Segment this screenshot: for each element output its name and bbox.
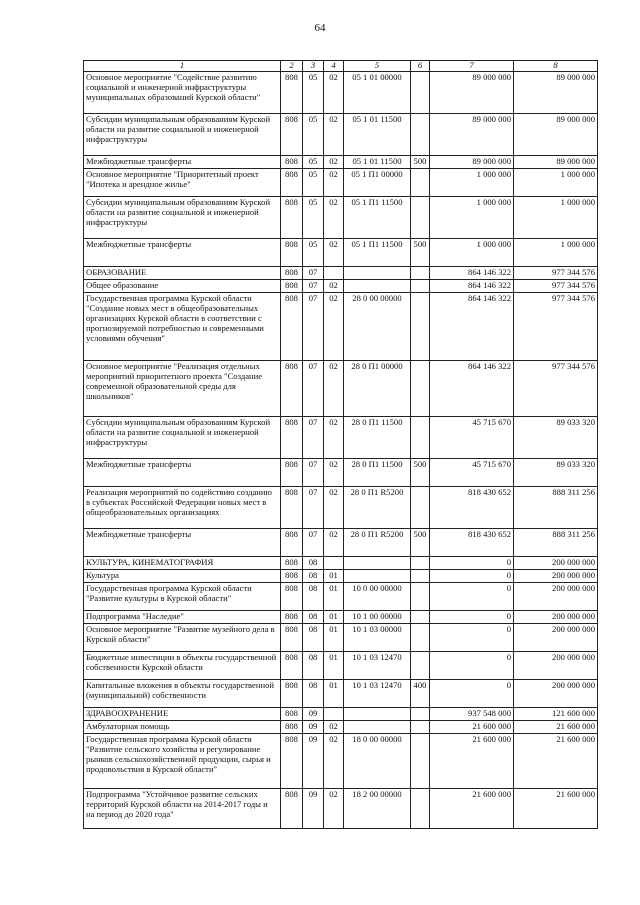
row-ministry-code: 808 [281, 624, 303, 652]
table-row [84, 197, 598, 239]
row-subsection-code [324, 557, 344, 570]
row-subsection-code: 02 [324, 280, 344, 293]
row-amount-year1: 0 [430, 611, 514, 624]
row-amount-year1: 0 [430, 583, 514, 611]
table-row [84, 789, 598, 829]
row-ministry-code: 808 [281, 570, 303, 583]
row-ministry-code: 808 [281, 652, 303, 680]
row-amount-year2: 21 600 000 [514, 789, 598, 829]
table-row [84, 267, 598, 280]
row-amount-year1: 864 146 322 [430, 361, 514, 417]
header-cell: 5 [344, 61, 411, 72]
row-amount-year1: 89 000 000 [430, 156, 514, 169]
row-target-article [344, 570, 411, 583]
row-ministry-code: 808 [281, 789, 303, 829]
row-section-code: 08 [303, 570, 324, 583]
page-number: 64 [314, 22, 326, 34]
table-header-row [84, 61, 598, 72]
row-subsection-code: 02 [324, 114, 344, 156]
row-name: Основное мероприятие "Содействие развитию социальной и инженерной инфраструктуры муниципальных образований Курской области" [84, 72, 281, 114]
row-target-article: 10 1 03 00000 [344, 624, 411, 652]
row-section-code: 07 [303, 529, 324, 557]
table-row [84, 239, 598, 267]
row-amount-year1: 89 000 000 [430, 114, 514, 156]
row-section-code: 09 [303, 789, 324, 829]
row-target-article: 05 1 П1 00000 [344, 169, 411, 197]
table-row [84, 570, 598, 583]
row-ministry-code: 808 [281, 557, 303, 570]
row-amount-year2: 200 000 000 [514, 583, 598, 611]
row-ministry-code: 808 [281, 156, 303, 169]
row-name: ОБРАЗОВАНИЕ [84, 267, 281, 280]
row-subsection-code: 02 [324, 459, 344, 487]
row-target-article: 10 0 00 00000 [344, 583, 411, 611]
row-name: Государственная программа Курской области "Создание новых мест в общеобразовательных организациях Курской области в соответствии с прогнозируемой потребностью и современными условиями обучения" [84, 293, 281, 361]
row-amount-year2: 1 000 000 [514, 169, 598, 197]
row-amount-year1: 89 000 000 [430, 72, 514, 114]
row-subsection-code [324, 708, 344, 721]
row-amount-year2: 89 000 000 [514, 156, 598, 169]
row-amount-year2: 121 600 000 [514, 708, 598, 721]
row-amount-year1: 864 146 322 [430, 267, 514, 280]
row-amount-year1: 818 430 652 [430, 487, 514, 529]
row-name: Субсидии муниципальным образованиям Курской области на развитие социальной и инженерной инфраструктуры [84, 417, 281, 459]
row-section-code: 08 [303, 583, 324, 611]
row-expense-type: 500 [411, 459, 430, 487]
row-target-article: 28 0 П1 00000 [344, 361, 411, 417]
table-row [84, 156, 598, 169]
row-target-article: 10 1 03 12470 [344, 680, 411, 708]
row-amount-year2: 977 344 576 [514, 280, 598, 293]
row-expense-type [411, 789, 430, 829]
row-expense-type [411, 197, 430, 239]
row-ministry-code: 808 [281, 487, 303, 529]
row-target-article: 05 1 П1 11500 [344, 239, 411, 267]
row-section-code: 07 [303, 459, 324, 487]
row-subsection-code: 02 [324, 239, 344, 267]
table-row [84, 169, 598, 197]
row-amount-year2: 89 000 000 [514, 72, 598, 114]
row-name: Межбюджетные трансферты [84, 239, 281, 267]
row-section-code: 09 [303, 708, 324, 721]
row-subsection-code: 01 [324, 611, 344, 624]
row-expense-type [411, 293, 430, 361]
row-name: Амбулаторная помощь [84, 721, 281, 734]
header-cell: 8 [514, 61, 598, 72]
row-name: Подпрограмма "Устойчивое развитие сельских территорий Курской области на 2014-2017 годы и на период до 2020 года" [84, 789, 281, 829]
table-row [84, 708, 598, 721]
row-expense-type [411, 570, 430, 583]
table-row [84, 361, 598, 417]
row-amount-year1: 21 600 000 [430, 734, 514, 789]
row-subsection-code: 02 [324, 72, 344, 114]
row-section-code: 09 [303, 734, 324, 789]
row-subsection-code: 02 [324, 197, 344, 239]
row-amount-year2: 200 000 000 [514, 680, 598, 708]
table-row [84, 721, 598, 734]
row-amount-year1: 45 715 670 [430, 459, 514, 487]
row-section-code: 07 [303, 267, 324, 280]
row-target-article [344, 280, 411, 293]
row-target-article: 28 0 П1 R5200 [344, 529, 411, 557]
row-ministry-code: 808 [281, 734, 303, 789]
row-target-article: 28 0 П1 11500 [344, 459, 411, 487]
row-target-article [344, 267, 411, 280]
row-expense-type: 500 [411, 529, 430, 557]
row-amount-year2: 200 000 000 [514, 624, 598, 652]
row-name: Бюджетные инвестиции в объекты государственной собственности Курской области [84, 652, 281, 680]
row-name: Субсидии муниципальным образованиям Курской области на развитие социальной и инженерной инфраструктуры [84, 114, 281, 156]
row-expense-type [411, 611, 430, 624]
row-name: Межбюджетные трансферты [84, 156, 281, 169]
row-name: ЗДРАВООХРАНЕНИЕ [84, 708, 281, 721]
row-name: Культура [84, 570, 281, 583]
row-expense-type [411, 557, 430, 570]
row-amount-year2: 21 600 000 [514, 734, 598, 789]
row-subsection-code: 02 [324, 734, 344, 789]
row-name: Основное мероприятие "Развитие музейного дела в Курской области" [84, 624, 281, 652]
row-name: Государственная программа Курской области "Развитие сельского хозяйства и регулирование рынков сельскохозяйственной продукции, сырья и продовольствия в Курской области" [84, 734, 281, 789]
row-section-code: 05 [303, 169, 324, 197]
row-expense-type [411, 708, 430, 721]
row-section-code: 09 [303, 721, 324, 734]
row-ministry-code: 808 [281, 529, 303, 557]
row-amount-year1: 864 146 322 [430, 293, 514, 361]
header-cell: 6 [411, 61, 430, 72]
row-expense-type [411, 487, 430, 529]
row-ministry-code: 808 [281, 583, 303, 611]
row-amount-year1: 864 146 322 [430, 280, 514, 293]
row-section-code: 08 [303, 611, 324, 624]
row-subsection-code: 02 [324, 417, 344, 459]
row-amount-year2: 200 000 000 [514, 557, 598, 570]
row-subsection-code: 02 [324, 361, 344, 417]
table-row [84, 529, 598, 557]
row-section-code: 05 [303, 114, 324, 156]
row-amount-year2: 200 000 000 [514, 652, 598, 680]
row-section-code: 05 [303, 239, 324, 267]
row-target-article: 28 0 П1 11500 [344, 417, 411, 459]
row-name: Межбюджетные трансферты [84, 459, 281, 487]
table-row [84, 680, 598, 708]
row-expense-type: 500 [411, 156, 430, 169]
row-target-article: 18 2 00 00000 [344, 789, 411, 829]
row-section-code: 08 [303, 557, 324, 570]
header-cell: 7 [430, 61, 514, 72]
row-ministry-code: 808 [281, 611, 303, 624]
row-amount-year2: 89 000 000 [514, 114, 598, 156]
row-subsection-code: 02 [324, 721, 344, 734]
row-amount-year2: 977 344 576 [514, 267, 598, 280]
budget-table [83, 60, 598, 829]
table-row [84, 280, 598, 293]
row-name: Реализация мероприятий по содействию созданию в субъектах Российской Федерации новых мест в общеобразовательных организациях [84, 487, 281, 529]
row-target-article: 28 0 П1 R5200 [344, 487, 411, 529]
row-target-article [344, 721, 411, 734]
row-subsection-code: 02 [324, 789, 344, 829]
row-amount-year1: 0 [430, 680, 514, 708]
row-amount-year1: 1 000 000 [430, 169, 514, 197]
row-subsection-code: 01 [324, 624, 344, 652]
row-section-code: 08 [303, 652, 324, 680]
row-amount-year1: 937 548 000 [430, 708, 514, 721]
row-section-code: 07 [303, 280, 324, 293]
row-amount-year2: 21 600 000 [514, 721, 598, 734]
row-section-code: 08 [303, 624, 324, 652]
row-amount-year1: 21 600 000 [430, 721, 514, 734]
row-ministry-code: 808 [281, 239, 303, 267]
row-target-article [344, 708, 411, 721]
row-section-code: 05 [303, 197, 324, 239]
row-name: Основное мероприятие "Реализация отдельных мероприятий приоритетного проекта "Создание современной образовательной среды для школьников" [84, 361, 281, 417]
row-amount-year2: 200 000 000 [514, 611, 598, 624]
row-subsection-code: 02 [324, 169, 344, 197]
row-ministry-code: 808 [281, 417, 303, 459]
row-target-article: 05 1 01 11500 [344, 156, 411, 169]
row-name: Капитальные вложения в объекты государственной (муниципальной) собственности [84, 680, 281, 708]
row-amount-year2: 1 000 000 [514, 239, 598, 267]
row-amount-year1: 0 [430, 652, 514, 680]
row-amount-year2: 89 033 320 [514, 417, 598, 459]
table-row [84, 583, 598, 611]
header-cell: 3 [303, 61, 324, 72]
header-cell: 4 [324, 61, 344, 72]
header-cell: 2 [281, 61, 303, 72]
row-expense-type [411, 721, 430, 734]
row-ministry-code: 808 [281, 459, 303, 487]
row-amount-year2: 888 311 256 [514, 487, 598, 529]
row-amount-year2: 888 311 256 [514, 529, 598, 557]
row-amount-year2: 200 000 000 [514, 570, 598, 583]
row-amount-year1: 1 000 000 [430, 239, 514, 267]
table-row [84, 652, 598, 680]
row-subsection-code: 02 [324, 293, 344, 361]
row-amount-year1: 21 600 000 [430, 789, 514, 829]
row-ministry-code: 808 [281, 114, 303, 156]
row-ministry-code: 808 [281, 169, 303, 197]
row-ministry-code: 808 [281, 197, 303, 239]
row-amount-year1: 0 [430, 557, 514, 570]
row-ministry-code: 808 [281, 280, 303, 293]
row-expense-type [411, 280, 430, 293]
row-ministry-code: 808 [281, 721, 303, 734]
row-target-article: 05 1 01 00000 [344, 72, 411, 114]
row-section-code: 05 [303, 72, 324, 114]
table-row [84, 557, 598, 570]
row-ministry-code: 808 [281, 680, 303, 708]
row-ministry-code: 808 [281, 708, 303, 721]
row-subsection-code: 01 [324, 583, 344, 611]
header-cell: 1 [84, 61, 281, 72]
row-expense-type [411, 361, 430, 417]
row-name: Основное мероприятие "Приоритетный проект "Ипотека и арендное жилье" [84, 169, 281, 197]
row-target-article: 28 0 00 00000 [344, 293, 411, 361]
row-expense-type [411, 169, 430, 197]
row-ministry-code: 808 [281, 361, 303, 417]
row-expense-type [411, 624, 430, 652]
row-ministry-code: 808 [281, 267, 303, 280]
table-row [84, 417, 598, 459]
row-subsection-code: 01 [324, 652, 344, 680]
row-expense-type [411, 583, 430, 611]
row-subsection-code: 02 [324, 529, 344, 557]
row-subsection-code: 01 [324, 570, 344, 583]
row-amount-year2: 89 033 320 [514, 459, 598, 487]
table-row [84, 487, 598, 529]
table-row [84, 624, 598, 652]
row-name: КУЛЬТУРА, КИНЕМАТОГРАФИЯ [84, 557, 281, 570]
row-expense-type [411, 114, 430, 156]
row-expense-type [411, 267, 430, 280]
row-amount-year2: 977 344 576 [514, 293, 598, 361]
row-name: Субсидии муниципальным образованиям Курской области на развитие социальной и инженерной инфраструктуры [84, 197, 281, 239]
row-name: Межбюджетные трансферты [84, 529, 281, 557]
table-row [84, 293, 598, 361]
row-target-article: 10 1 03 12470 [344, 652, 411, 680]
row-expense-type [411, 652, 430, 680]
row-expense-type: 500 [411, 239, 430, 267]
table-row [84, 72, 598, 114]
row-expense-type: 400 [411, 680, 430, 708]
row-target-article: 10 1 00 00000 [344, 611, 411, 624]
row-amount-year1: 45 715 670 [430, 417, 514, 459]
row-amount-year2: 977 344 576 [514, 361, 598, 417]
row-ministry-code: 808 [281, 293, 303, 361]
table-row [84, 734, 598, 789]
table-row [84, 459, 598, 487]
row-target-article: 05 1 П1 11500 [344, 197, 411, 239]
row-amount-year2: 1 000 000 [514, 197, 598, 239]
row-target-article [344, 557, 411, 570]
row-amount-year1: 0 [430, 570, 514, 583]
row-amount-year1: 818 430 652 [430, 529, 514, 557]
row-name: Государственная программа Курской области "Развитие культуры в Курской области" [84, 583, 281, 611]
row-amount-year1: 1 000 000 [430, 197, 514, 239]
row-amount-year1: 0 [430, 624, 514, 652]
row-target-article: 05 1 01 11500 [344, 114, 411, 156]
row-expense-type [411, 734, 430, 789]
row-subsection-code: 01 [324, 680, 344, 708]
row-expense-type [411, 417, 430, 459]
row-subsection-code [324, 267, 344, 280]
row-target-article: 18 0 00 00000 [344, 734, 411, 789]
row-expense-type [411, 72, 430, 114]
row-section-code: 07 [303, 417, 324, 459]
row-section-code: 07 [303, 361, 324, 417]
row-section-code: 05 [303, 156, 324, 169]
table-row [84, 611, 598, 624]
row-subsection-code: 02 [324, 156, 344, 169]
row-section-code: 07 [303, 293, 324, 361]
row-section-code: 08 [303, 680, 324, 708]
row-name: Подпрограмма "Наследие" [84, 611, 281, 624]
row-subsection-code: 02 [324, 487, 344, 529]
row-name: Общее образование [84, 280, 281, 293]
row-ministry-code: 808 [281, 72, 303, 114]
table-row [84, 114, 598, 156]
row-section-code: 07 [303, 487, 324, 529]
